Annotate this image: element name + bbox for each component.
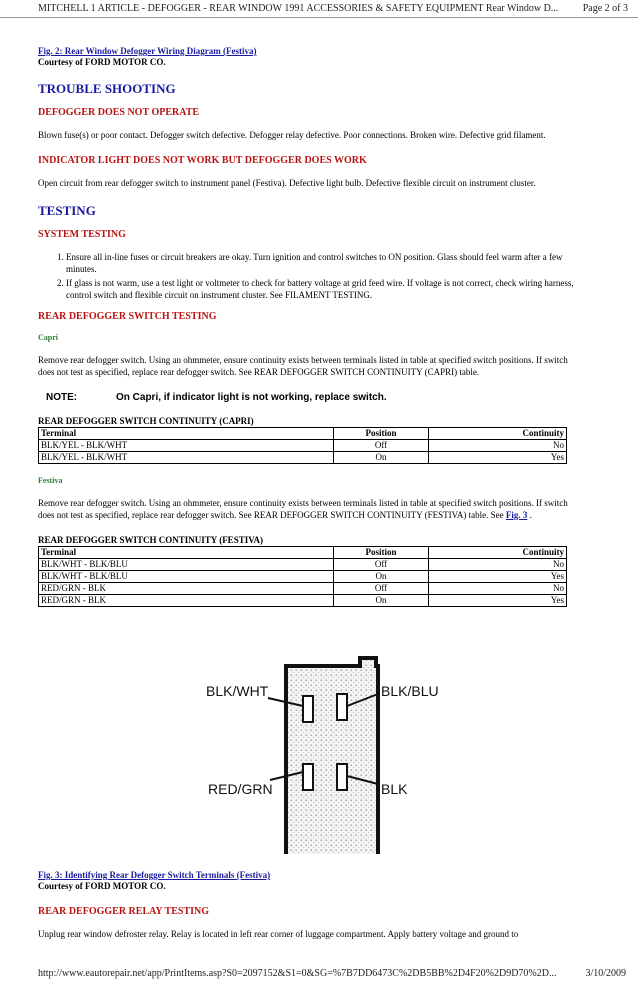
cell-continuity: Yes [429, 452, 567, 464]
defogger-not-operate-text: Blown fuse(s) or poor contact. Defogger switch defective. Defogger relay defective. Poor connections. Broken wire. Defective grid filament. [38, 130, 546, 140]
capri-label: Capri [38, 333, 58, 342]
cell-terminal: BLK/WHT - BLK/BLU [39, 571, 334, 583]
indicator-light-heading: INDICATOR LIGHT DOES NOT WORK BUT DEFOGGER DOES WORK [38, 155, 367, 166]
fig3-courtesy: Courtesy of FORD MOTOR CO. [38, 881, 166, 891]
trouble-shooting-heading: TROUBLE SHOOTING [38, 81, 176, 96]
table-row [39, 571, 567, 583]
terminal-slot-bottom-left [303, 764, 313, 790]
festiva-tail: . [529, 510, 532, 520]
capri-text: Remove rear defogger switch. Using an ohmmeter, ensure continuity exists between terminals listed in table at specified switch positions. If switch does not test as specified, replace rear defogger switch. See REAR DEFOGGER SWITCH CONTINUITY (CAPRI) table. [38, 355, 568, 377]
label-red-grn: RED/GRN [208, 781, 273, 797]
switch-testing-heading: REAR DEFOGGER SWITCH TESTING [38, 311, 217, 322]
cell-continuity: No [429, 559, 567, 571]
system-testing-steps [38, 251, 578, 301]
relay-testing-text: Unplug rear window defroster relay. Relay is located in left rear corner of luggage compartment. Apply battery voltage and ground to [38, 929, 519, 939]
festiva-text-block [38, 497, 578, 521]
cell-continuity: Yes [429, 595, 567, 607]
cell-position: Off [334, 440, 429, 452]
cell-continuity: No [429, 440, 567, 452]
connector-body [286, 658, 378, 854]
terminal-slot-bottom-right [337, 764, 347, 790]
cell-position: On [334, 595, 429, 607]
cell-terminal: RED/GRN - BLK [39, 595, 334, 607]
switch-terminal-diagram [200, 654, 450, 854]
festiva-label: Festiva [38, 476, 63, 485]
fig2-courtesy: Courtesy of FORD MOTOR CO. [38, 57, 166, 67]
label-blk: BLK [381, 781, 408, 797]
cell-position: On [334, 452, 429, 464]
cell-terminal: BLK/YEL - BLK/WHT [39, 452, 334, 464]
col-continuity: Continuity [429, 428, 567, 440]
step-2: 2. If glass is not warm, use a test light or voltmeter to check for battery voltage at grid feed wire. If voltage is not correct, check wiring harness, control switch and flexible circuit on instrument cluster. See FILAMENT TESTING. [66, 277, 578, 301]
table-row [39, 595, 567, 607]
footer-url: http://www.eautorepair.net/app/PrintItems.asp?S0=2097152&S1=0&SG=%7B7DD6473C%2DB5BB%2D4F20%2D9D70%2D... [38, 968, 557, 979]
footer-date: 3/10/2009 [585, 968, 626, 979]
label-blk-blu: BLK/BLU [381, 683, 439, 699]
capri-continuity-table [38, 416, 567, 464]
article-content [38, 46, 578, 619]
table-header-row [39, 547, 567, 559]
table-header-row [39, 428, 567, 440]
cell-continuity: Yes [429, 571, 567, 583]
cell-terminal: BLK/YEL - BLK/WHT [39, 440, 334, 452]
switch-terminal-svg [200, 654, 450, 854]
col-position: Position [334, 428, 429, 440]
cell-terminal: RED/GRN - BLK [39, 583, 334, 595]
label-blk-wht: BLK/WHT [206, 683, 269, 699]
fig2-caption-link[interactable]: Fig. 2: Rear Window Defogger Wiring Diagram (Festiva) [38, 46, 257, 56]
note-box [38, 392, 578, 403]
terminal-slot-top-left [303, 696, 313, 722]
cell-position: Off [334, 583, 429, 595]
festiva-text: Remove rear defogger switch. Using an ohmmeter, ensure continuity exists between terminals listed in table at specified switch positions. If switch does not test as specified, replace rear defogger switch. See REAR DEFOGGER SWITCH CONTINUITY (FESTIVA) table. See [38, 498, 568, 520]
table-row [39, 440, 567, 452]
page-number: Page 2 of 3 [582, 3, 628, 14]
page-header [0, 0, 638, 18]
fig3-caption-link[interactable]: Fig. 3: Identifying Rear Defogger Switch Terminals (Festiva) [38, 870, 271, 880]
table-row [39, 452, 567, 464]
header-title: MITCHELL 1 ARTICLE - DEFOGGER - REAR WINDOW 1991 ACCESSORIES & SAFETY EQUIPMENT Rear Window D... [38, 3, 559, 14]
col-continuity: Continuity [429, 547, 567, 559]
testing-heading: TESTING [38, 203, 96, 218]
terminal-slot-top-right [337, 694, 347, 720]
capri-table-title: REAR DEFOGGER SWITCH CONTINUITY (CAPRI) [38, 416, 254, 426]
indicator-light-text: Open circuit from rear defogger switch to instrument panel (Festiva). Defective light bulb. Defective flexible circuit on instrument cluster. [38, 178, 536, 188]
lower-content [38, 870, 578, 954]
col-position: Position [334, 547, 429, 559]
fig3-link[interactable]: Fig. 3 [505, 510, 528, 520]
col-terminal: Terminal [39, 547, 334, 559]
cell-position: On [334, 571, 429, 583]
festiva-continuity-table [38, 535, 567, 607]
cell-position: Off [334, 559, 429, 571]
table-row [39, 559, 567, 571]
cell-terminal: BLK/WHT - BLK/BLU [39, 559, 334, 571]
defogger-not-operate-heading: DEFOGGER DOES NOT OPERATE [38, 107, 200, 118]
col-terminal: Terminal [39, 428, 334, 440]
step-1: 1. Ensure all in-line fuses or circuit breakers are okay. Turn ignition and control switches to ON position. Glass should feel warm after a few minutes. [66, 251, 578, 275]
note-text: On Capri, if indicator light is not working, replace switch. [116, 392, 387, 403]
note-key: NOTE: [46, 392, 78, 403]
festiva-table-title: REAR DEFOGGER SWITCH CONTINUITY (FESTIVA) [38, 535, 264, 545]
relay-testing-heading: REAR DEFOGGER RELAY TESTING [38, 906, 210, 917]
system-testing-heading: SYSTEM TESTING [38, 229, 126, 240]
cell-continuity: No [429, 583, 567, 595]
table-row [39, 583, 567, 595]
